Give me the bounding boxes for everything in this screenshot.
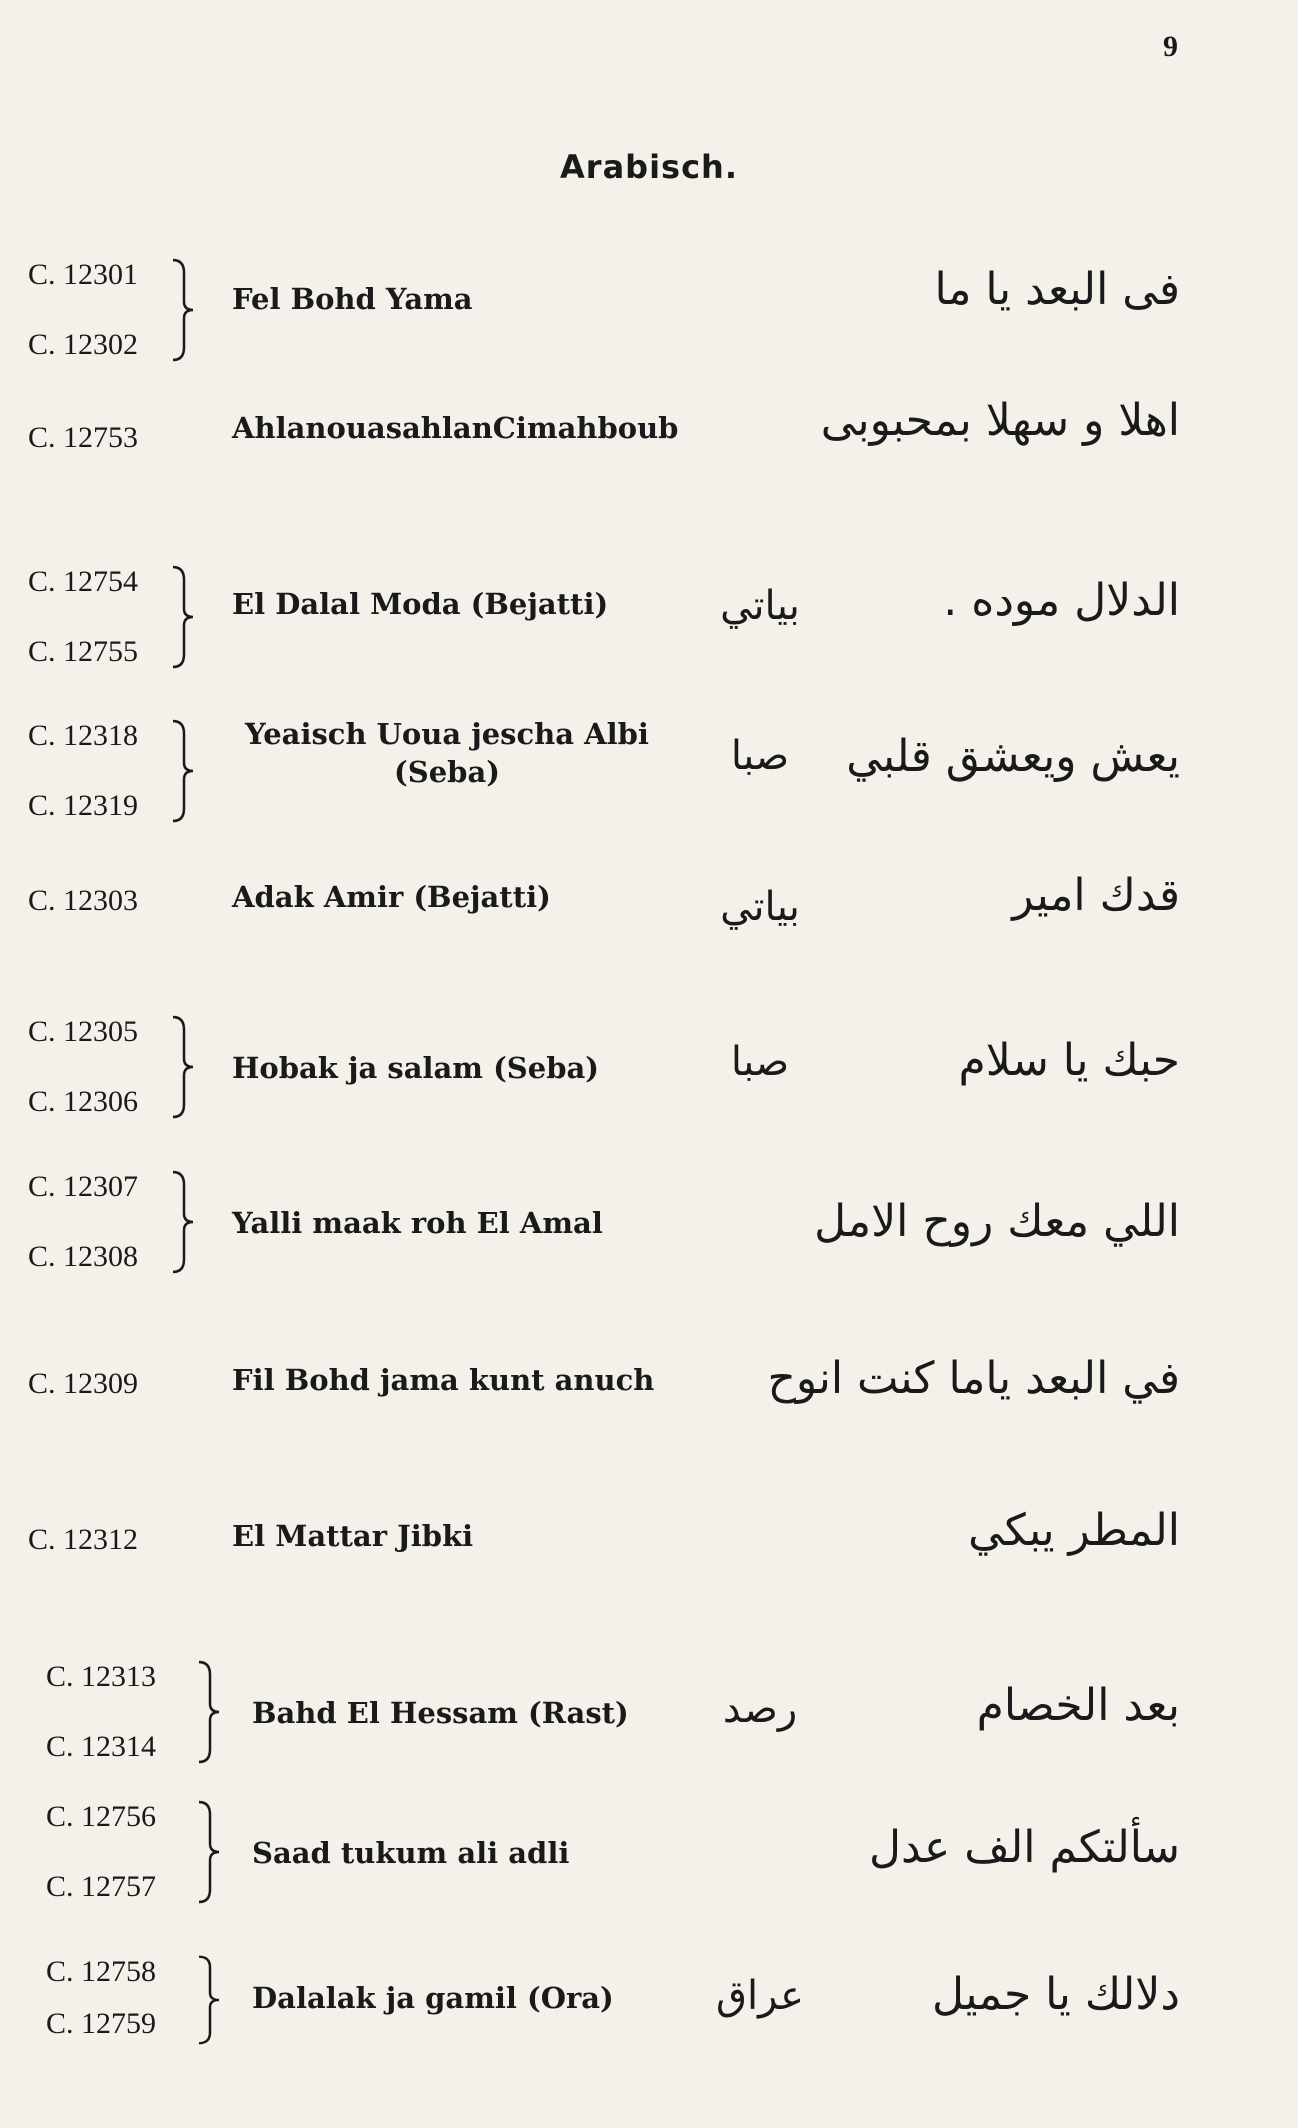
- arabic-title: بعد الخصام: [976, 1680, 1180, 1731]
- catalog-number: C. 12308: [28, 1240, 139, 1273]
- entry: [0, 395, 1298, 465]
- song-title: El Mattar Jibki: [232, 1519, 474, 1553]
- catalog-number: C. 12319: [28, 789, 139, 822]
- entry: [0, 1660, 1298, 1780]
- entry: [0, 1955, 1298, 2075]
- maqam-label: صبا: [730, 733, 790, 779]
- entry: [0, 1800, 1298, 1920]
- song-title: AhlanouasahlanCimahboub: [232, 411, 679, 445]
- catalog-number: C. 12753: [28, 421, 139, 454]
- section-title: Arabisch.: [560, 148, 738, 186]
- entry: [0, 1170, 1298, 1290]
- arabic-title: يعش ويعشق قلبي: [846, 731, 1180, 782]
- maqam-label: صبا: [730, 1039, 790, 1085]
- entry: [0, 870, 1298, 950]
- catalog-number: C. 12757: [46, 1870, 157, 1903]
- catalog-number: C. 12759: [46, 2007, 157, 2040]
- arabic-title: حبك يا سلام: [958, 1035, 1180, 1086]
- song-title: Fil Bohd jama kunt anuch: [232, 1363, 655, 1397]
- song-title: Hobak ja salam (Seba): [232, 1051, 599, 1085]
- song-title: Yalli maak roh El Amal: [232, 1206, 603, 1240]
- catalog-number: C. 12303: [28, 884, 139, 917]
- arabic-title: دلالك يا جميل: [931, 1969, 1180, 2020]
- catalog-number: C. 12307: [28, 1170, 139, 1203]
- arabic-title: في البعد ياما كنت انوح: [767, 1353, 1180, 1404]
- entry: [0, 250, 1298, 370]
- grouping-brace: [170, 258, 196, 362]
- arabic-title: اهلا و سهلا بمحبوبى: [820, 395, 1180, 446]
- catalog-number: C. 12755: [28, 635, 139, 668]
- catalog-number: C. 12754: [28, 565, 139, 598]
- arabic-title: قدك امير: [1012, 870, 1180, 921]
- catalog-number: C. 12314: [46, 1730, 157, 1763]
- grouping-brace: [170, 1015, 196, 1119]
- song-title: El Dalal Moda (Bejatti): [232, 587, 609, 621]
- arabic-title: سألتكم الف عدل: [868, 1822, 1180, 1873]
- grouping-brace: [196, 1955, 222, 2045]
- grouping-brace: [170, 719, 196, 823]
- maqam-label: رصد: [722, 1686, 798, 1732]
- maqam-label: بياتي: [720, 884, 800, 930]
- maqam-label: بياتي: [720, 583, 800, 629]
- maqam-label: عراق: [715, 1973, 805, 2019]
- arabic-title: فى البعد يا ما: [934, 264, 1180, 315]
- arabic-title: المطر يبكي: [968, 1505, 1180, 1556]
- entry: [0, 565, 1298, 680]
- catalog-number: C. 12309: [28, 1367, 139, 1400]
- grouping-brace: [196, 1800, 222, 1904]
- catalog-number: C. 12305: [28, 1015, 139, 1048]
- arabic-title: اللي معك روح الامل: [814, 1196, 1180, 1247]
- song-title: Adak Amir (Bejatti): [232, 880, 551, 914]
- song-title: Bahd El Hessam (Rast): [252, 1696, 629, 1730]
- entry: [0, 1505, 1298, 1585]
- catalog-number: C. 12313: [46, 1660, 157, 1693]
- grouping-brace: [170, 1170, 196, 1274]
- grouping-brace: [170, 565, 196, 669]
- catalog-number: C. 12301: [28, 258, 139, 291]
- catalog-number: C. 12312: [28, 1523, 139, 1556]
- entry: [0, 1015, 1298, 1135]
- catalog-number: C. 12302: [28, 328, 139, 361]
- grouping-brace: [196, 1660, 222, 1764]
- song-title: Saad tukum ali adli: [252, 1836, 570, 1870]
- catalog-number: C. 12306: [28, 1085, 139, 1118]
- song-title: Dalalak ja gamil (Ora): [252, 1981, 614, 2015]
- song-title: Fel Bohd Yama: [232, 282, 473, 316]
- entry: [0, 1345, 1298, 1425]
- song-title: Yeaisch Uoua jescha Albi (Seba): [245, 717, 649, 789]
- catalog-number: C. 12318: [28, 719, 139, 752]
- catalog-number: C. 12758: [46, 1955, 157, 1988]
- arabic-title: الدلال موده .: [943, 575, 1180, 626]
- entry: [0, 715, 1298, 835]
- catalog-number: C. 12756: [46, 1800, 157, 1833]
- page-number: 9: [1163, 30, 1178, 63]
